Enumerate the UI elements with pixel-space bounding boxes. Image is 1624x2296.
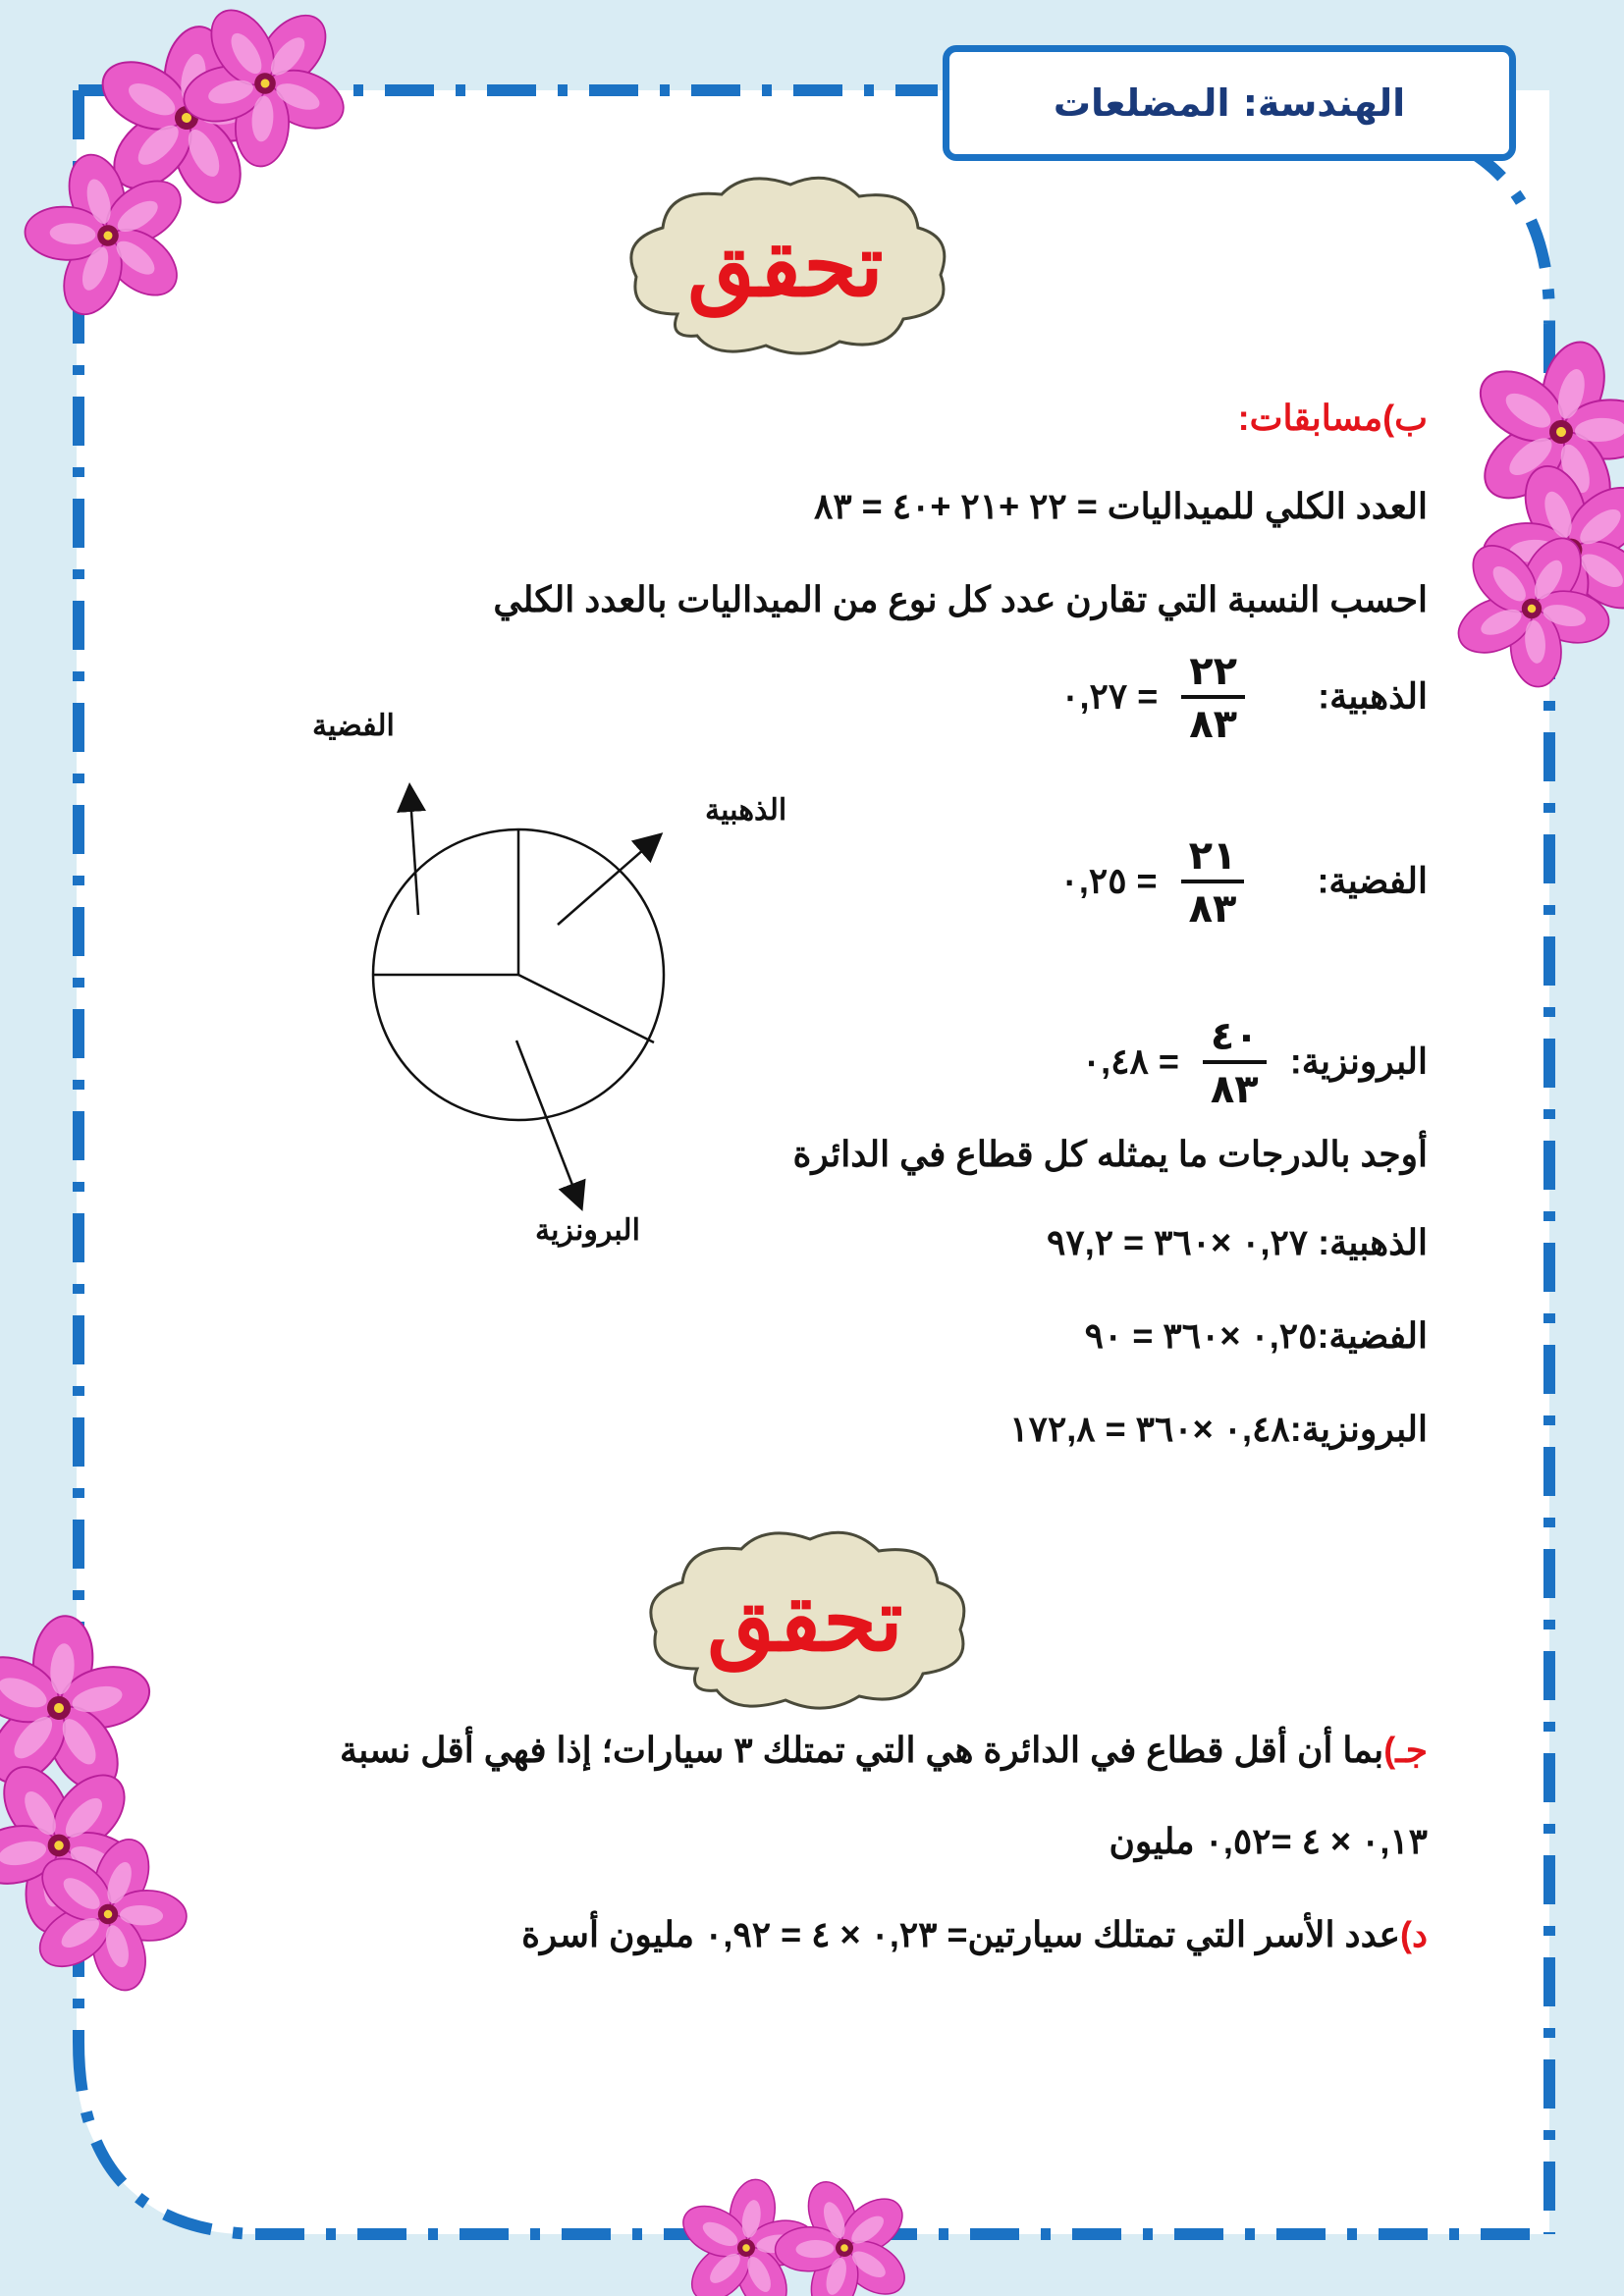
- ratio-row-gold: [1060, 648, 1428, 750]
- degrees-instruction: أوجد بالدرجات ما يمثله كل قطاع في الدائرة: [792, 1134, 1428, 1174]
- section-d-line-1: [521, 1914, 1428, 1955]
- header-title: الهندسة: المضلعات: [1053, 81, 1406, 125]
- degrees-bronze: البرونزية:٠,٤٨ ×٣٦٠ = ١٧٢,٨: [1009, 1409, 1428, 1449]
- ratio-label-silver: الفضية:: [1317, 860, 1428, 901]
- ratio-result-silver: = ٠,٢٥: [1059, 860, 1158, 901]
- degrees-gold: الذهبية: ٠,٢٧ ×٣٦٠ = ٩٧,٢: [1047, 1222, 1428, 1262]
- medals-pie-diagram: [353, 775, 707, 1227]
- ratio-label-bronze: البرونزية:: [1289, 1041, 1428, 1082]
- check-badge-2-text: تحقق: [707, 1569, 903, 1671]
- degrees-silver: الفضية:٠,٢٥ ×٣٦٠ = ٩٠: [1084, 1315, 1428, 1356]
- section-d-label: د): [1399, 1914, 1428, 1954]
- fraction-gold: [1181, 648, 1245, 750]
- check-badge-1-text: تحقق: [687, 214, 884, 316]
- ratio-instruction: احسب النسبة التي تقارن عدد كل نوع من الميداليات بالعدد الكلي: [493, 579, 1428, 619]
- section-b-label: ب)مسابقات:: [1237, 398, 1428, 438]
- section-c-line-2: ٠,١٣ × ٤ =٠,٥٢ مليون: [1109, 1821, 1428, 1861]
- section-c-text: بما أن أقل قطاع في الدائرة هي التي تمتلك ٣ سيارات؛ إذا فهي أقل نسبة: [339, 1730, 1384, 1770]
- arrow-silver: [410, 797, 418, 915]
- arrow-gold: [558, 842, 652, 925]
- ratio-row-silver: [1060, 832, 1428, 934]
- fraction-gold-numerator: ٢٢: [1181, 648, 1245, 699]
- pie-sector-divider-right: [518, 975, 654, 1042]
- pie-label-silver: الفضية: [312, 710, 395, 742]
- section-c-line-1: [340, 1730, 1428, 1771]
- section-c-label: جـ): [1383, 1730, 1428, 1770]
- ratio-result-gold: = ٠,٢٧: [1060, 675, 1159, 717]
- total-medals-line: العدد الكلي للميداليات = ٢٢ +٢١ +٤٠ = ٨٣: [813, 486, 1428, 526]
- check-badge-1: [609, 167, 962, 363]
- fraction-gold-denominator: ٨٣: [1189, 702, 1238, 747]
- fraction-bronze-denominator: ٨٣: [1210, 1067, 1259, 1112]
- ratio-result-bronze: = ٠,٤٨: [1081, 1041, 1179, 1082]
- ratio-row-bronze: [1082, 1013, 1428, 1115]
- header-title-box: [943, 45, 1516, 161]
- pie-label-gold: الذهبية: [705, 794, 787, 827]
- fraction-bronze-numerator: ٤٠: [1203, 1013, 1267, 1064]
- section-d-text: عدد الأسر التي تمتلك سيارتين= ٠,٢٣ × ٤ = ٠,٩٢ مليون أسرة: [521, 1914, 1400, 1954]
- fraction-silver-numerator: ٢١: [1181, 832, 1245, 883]
- fraction-bronze: [1203, 1013, 1267, 1115]
- check-badge-2: [628, 1522, 982, 1718]
- pie-label-bronze: البرونزية: [535, 1214, 640, 1247]
- ratio-label-gold: الذهبية:: [1318, 675, 1428, 717]
- fraction-silver: [1181, 832, 1245, 934]
- fraction-silver-denominator: ٨٣: [1188, 886, 1237, 932]
